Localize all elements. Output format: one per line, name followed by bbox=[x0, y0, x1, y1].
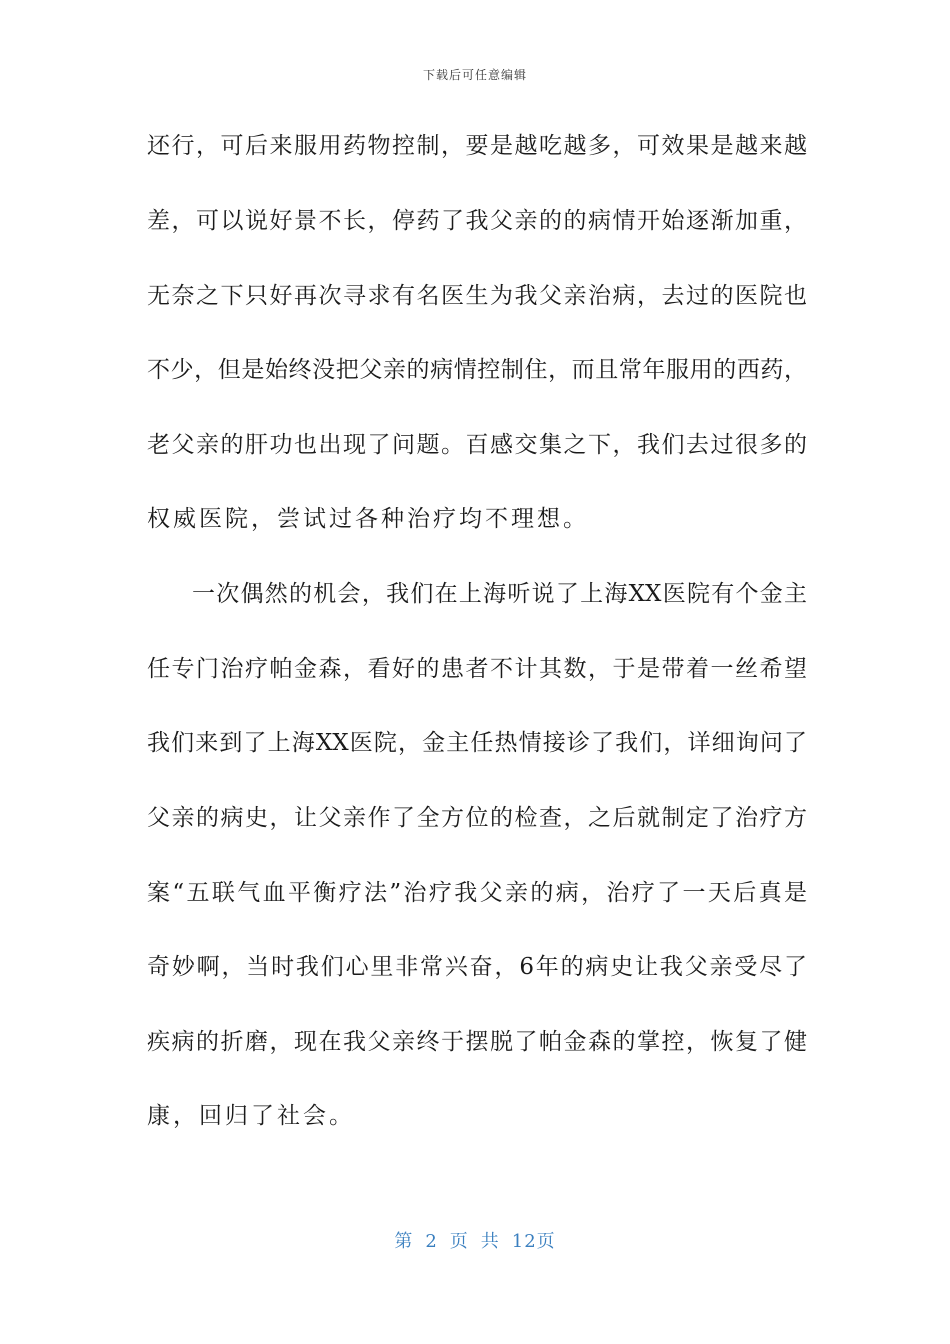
text-line: 案“五联气血平衡疗法”治疗我父亲的病，治疗了一天后真是 bbox=[147, 880, 807, 906]
text-line: 还行，可后来服用药物控制，要是越吃越多，可效果是越来越 bbox=[147, 133, 807, 159]
footer-gong: 共 bbox=[480, 1231, 500, 1252]
text-line: 老父亲的肝功也出现了问题。百感交集之下，我们去过很多的 bbox=[147, 432, 807, 458]
text-line: 无奈之下只好再次寻求有名医生为我父亲治病，去过的医院也 bbox=[147, 283, 807, 309]
text-line: 我们来到了上海XX医院，金主任热情接诊了我们，详细询问了 bbox=[147, 730, 807, 756]
text-line: 疾病的折磨，现在我父亲终于摆脱了帕金森的掌控，恢复了健 bbox=[147, 1029, 807, 1055]
paragraph-first-line: 一次偶然的机会，我们在上海听说了上海XX医院有个金主 bbox=[192, 581, 807, 607]
footer-total-pages: 12 bbox=[511, 1231, 537, 1252]
text-line: 任专门治疗帕金森，看好的患者不计其数，于是带着一丝希望 bbox=[147, 656, 807, 682]
page-footer bbox=[0, 1227, 950, 1253]
footer-di: 第 bbox=[394, 1231, 414, 1252]
text-line: 康，回归了社会。 bbox=[147, 1103, 355, 1129]
text-line: 权威医院，尝试过各种治疗均不理想。 bbox=[147, 506, 589, 532]
header-note: 下载后可任意编辑 bbox=[422, 68, 527, 82]
text-line: 差，可以说好景不长，停药了我父亲的的病情开始逐渐加重， bbox=[147, 208, 807, 234]
footer-page-number: 2 bbox=[425, 1231, 438, 1252]
footer-ye2: 页 bbox=[536, 1231, 556, 1252]
text-line: 不少，但是始终没把父亲的病情控制住，而且常年服用的西药， bbox=[147, 357, 807, 383]
footer-ye: 页 bbox=[449, 1231, 469, 1252]
text-line: 奇妙啊，当时我们心里非常兴奋，6年的病史让我父亲受尽了 bbox=[147, 954, 807, 980]
text-line: 父亲的病史，让父亲作了全方位的检查，之后就制定了治疗方 bbox=[147, 805, 807, 831]
